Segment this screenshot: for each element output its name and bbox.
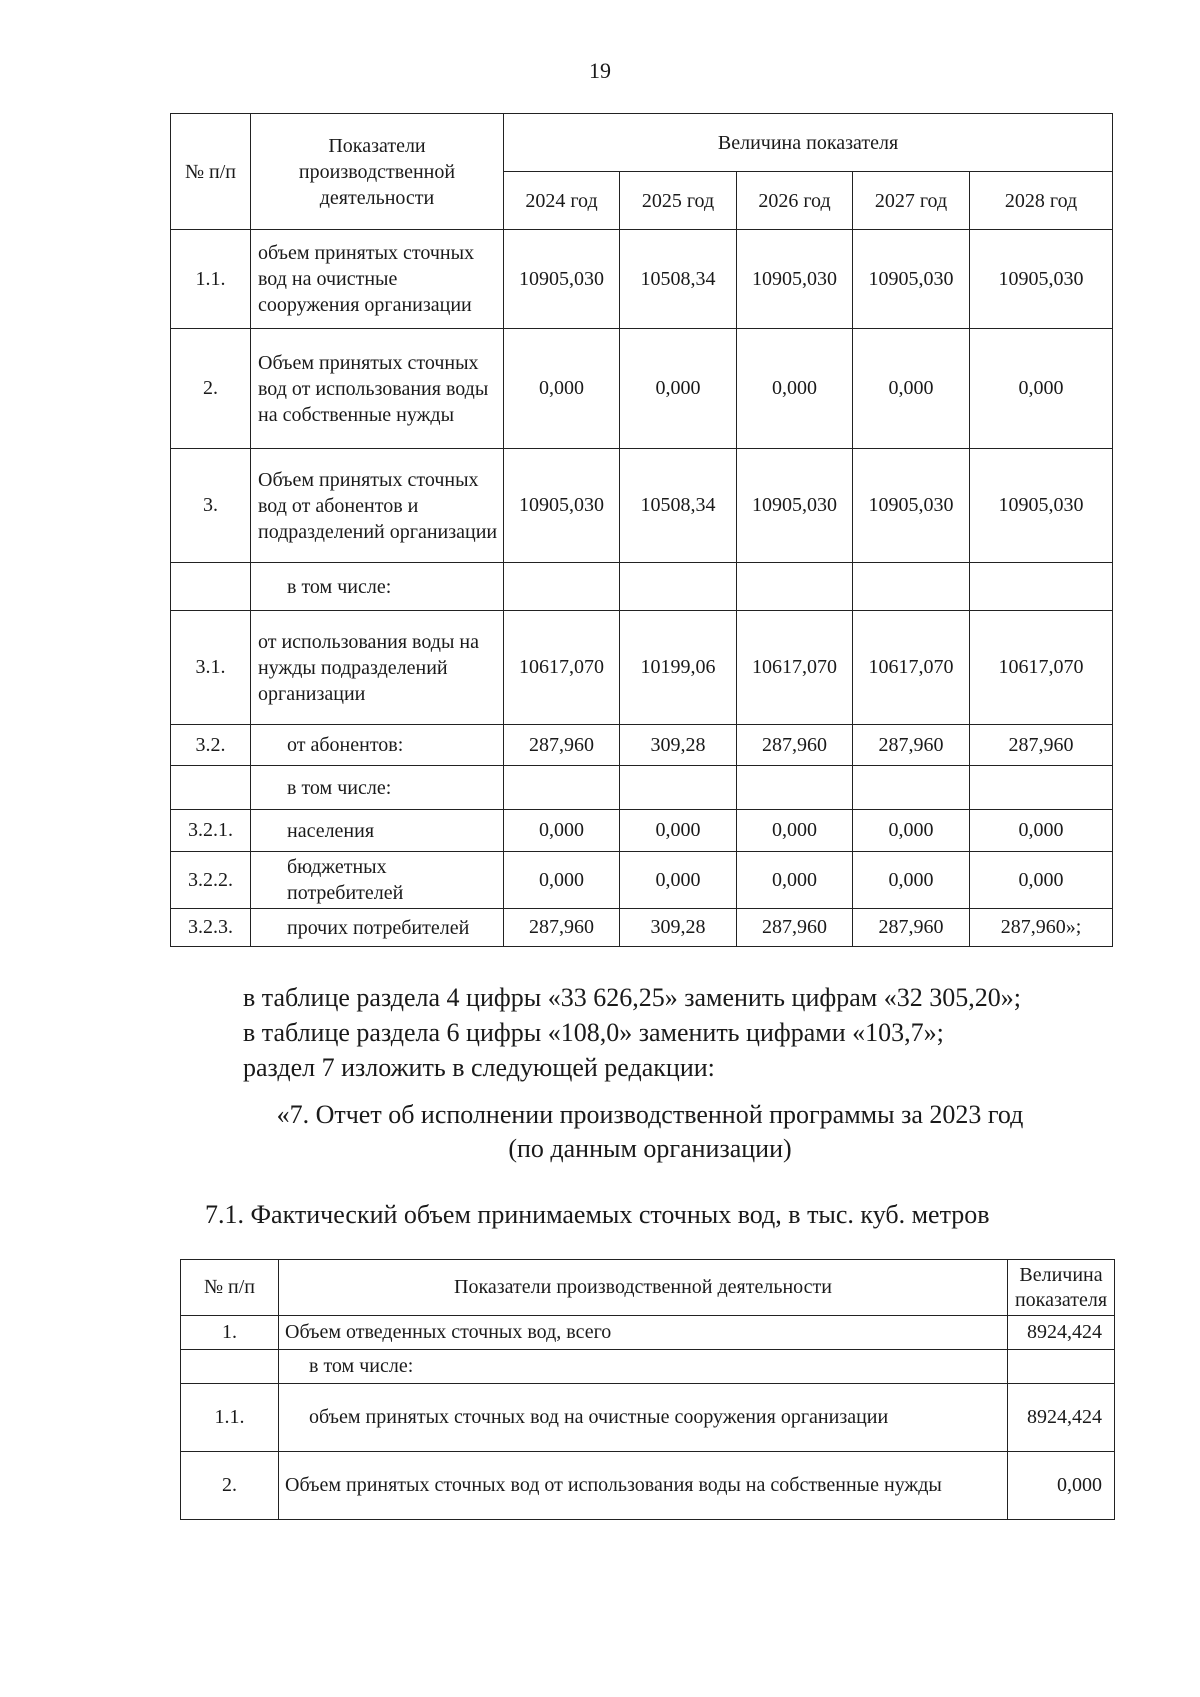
row-value: 10905,030	[504, 230, 620, 329]
table-row	[171, 725, 1113, 766]
row-value: 10905,030	[853, 230, 970, 329]
row-value	[620, 766, 737, 810]
row-value: 10905,030	[853, 449, 970, 563]
row-name: в том числе:	[251, 563, 504, 611]
row-num: 2.	[171, 329, 251, 449]
row-value	[737, 766, 853, 810]
table-row	[181, 1350, 1115, 1384]
row-value: 10617,070	[853, 611, 970, 725]
row-name: от использования воды на нужды подразделений организации	[251, 611, 504, 725]
row-value: 287,960	[737, 725, 853, 766]
table-row	[171, 449, 1113, 563]
row-value	[620, 563, 737, 611]
row-name: объем принятых сточных вод на очистные сооружения организации	[279, 1384, 1008, 1452]
row-value: 10508,34	[620, 230, 737, 329]
row-num	[171, 563, 251, 611]
row-num: 3.2.	[171, 725, 251, 766]
row-value: 0,000	[504, 810, 620, 852]
row-name: объем принятых сточных вод на очистные сооружения организации	[251, 230, 504, 329]
row-value: 0,000	[970, 852, 1113, 909]
row-name: Объем отведенных сточных вод, всего	[279, 1316, 1008, 1350]
header-num: № п/п	[171, 114, 251, 230]
row-value: 287,960»;	[970, 909, 1113, 947]
row-value: 10905,030	[504, 449, 620, 563]
page-number: 19	[589, 58, 611, 83]
production-indicators-table	[170, 113, 1113, 947]
row-value: 10905,030	[737, 449, 853, 563]
section-heading	[200, 1098, 1100, 1166]
row-value: 10905,030	[737, 230, 853, 329]
row-value: 0,000	[853, 810, 970, 852]
row-value: 0,000	[1008, 1452, 1115, 1520]
row-value	[504, 563, 620, 611]
row-value: 0,000	[504, 329, 620, 449]
row-value	[853, 563, 970, 611]
table-row	[171, 909, 1113, 947]
row-value: 0,000	[853, 329, 970, 449]
table-row	[171, 563, 1113, 611]
header-year-2026: 2026 год	[737, 172, 853, 230]
paragraph: в таблице раздела 6 цифры «108,0» заменить цифрами «103,7»;	[243, 1018, 944, 1047]
row-value: 287,960	[970, 725, 1113, 766]
row-num: 3.	[171, 449, 251, 563]
row-value: 0,000	[970, 810, 1113, 852]
row-value: 287,960	[504, 725, 620, 766]
row-value: 0,000	[737, 329, 853, 449]
row-value: 10617,070	[737, 611, 853, 725]
row-value	[970, 563, 1113, 611]
header-num: № п/п	[181, 1260, 279, 1316]
row-value	[853, 766, 970, 810]
row-name: от абонентов:	[251, 725, 504, 766]
row-value	[970, 766, 1113, 810]
row-value: 0,000	[970, 329, 1113, 449]
table-row	[171, 766, 1113, 810]
row-value: 0,000	[853, 852, 970, 909]
table-row	[171, 329, 1113, 449]
row-num	[181, 1350, 279, 1384]
section-heading-line2: (по данным организации)	[508, 1134, 792, 1163]
row-value: 309,28	[620, 725, 737, 766]
row-num: 3.2.3.	[171, 909, 251, 947]
table-row	[171, 852, 1113, 909]
row-value: 10905,030	[970, 449, 1113, 563]
header-indicators: Показатели производственной деятельности	[279, 1260, 1008, 1316]
row-value: 10617,070	[504, 611, 620, 725]
section-heading-line1: «7. Отчет об исполнении производственной программы за 2023 год	[276, 1100, 1024, 1129]
row-value: 0,000	[620, 852, 737, 909]
actual-volume-table	[180, 1259, 1115, 1520]
row-value: 0,000	[504, 852, 620, 909]
header-year-2024: 2024 год	[504, 172, 620, 230]
row-value	[1008, 1350, 1115, 1384]
row-name: Объем принятых сточных вод от использования воды на собственные нужды	[279, 1452, 1008, 1520]
row-name: прочих потребителей	[251, 909, 504, 947]
subheading: 7.1. Фактический объем принимаемых сточных вод, в тыс. куб. метров	[205, 1200, 990, 1229]
row-value	[504, 766, 620, 810]
row-value: 287,960	[737, 909, 853, 947]
row-value: 8924,424	[1008, 1316, 1115, 1350]
row-value: 287,960	[853, 909, 970, 947]
header-year-2025: 2025 год	[620, 172, 737, 230]
row-name: Объем принятых сточных вод от абонентов и подразделений организации	[251, 449, 504, 563]
row-name: Объем принятых сточных вод от использования воды на собственные нужды	[251, 329, 504, 449]
row-value: 0,000	[620, 329, 737, 449]
row-value: 8924,424	[1008, 1384, 1115, 1452]
row-value	[737, 563, 853, 611]
row-num: 3.2.1.	[171, 810, 251, 852]
row-num: 3.1.	[171, 611, 251, 725]
row-num: 2.	[181, 1452, 279, 1520]
row-num: 3.2.2.	[171, 852, 251, 909]
row-num: 1.1.	[171, 230, 251, 329]
header-indicators: Показатели производственной деятельности	[251, 114, 504, 230]
table-row	[171, 810, 1113, 852]
paragraph: в таблице раздела 4 цифры «33 626,25» заменить цифрам «32 305,20»;	[243, 983, 1021, 1012]
table-row	[181, 1316, 1115, 1350]
table-row	[171, 611, 1113, 725]
header-year-2028: 2028 год	[970, 172, 1113, 230]
row-name: населения	[251, 810, 504, 852]
row-value: 309,28	[620, 909, 737, 947]
row-value: 287,960	[504, 909, 620, 947]
row-value: 10905,030	[970, 230, 1113, 329]
row-value: 10199,06	[620, 611, 737, 725]
row-value: 10617,070	[970, 611, 1113, 725]
table-row	[181, 1384, 1115, 1452]
header-value: Величина показателя	[1008, 1260, 1115, 1316]
row-num: 1.	[181, 1316, 279, 1350]
row-name: в том числе:	[279, 1350, 1008, 1384]
row-value: 0,000	[620, 810, 737, 852]
row-name: в том числе:	[251, 766, 504, 810]
table-row	[181, 1452, 1115, 1520]
table-row	[171, 230, 1113, 329]
row-value: 0,000	[737, 852, 853, 909]
header-year-2027: 2027 год	[853, 172, 970, 230]
row-value: 0,000	[737, 810, 853, 852]
row-num	[171, 766, 251, 810]
row-value: 287,960	[853, 725, 970, 766]
amendment-paragraphs	[243, 980, 1143, 1085]
row-name: бюджетных потребителей	[251, 852, 504, 909]
header-value-group: Величина показателя	[504, 114, 1113, 172]
row-value: 10508,34	[620, 449, 737, 563]
row-num: 1.1.	[181, 1384, 279, 1452]
paragraph: раздел 7 изложить в следующей редакции:	[243, 1053, 715, 1082]
